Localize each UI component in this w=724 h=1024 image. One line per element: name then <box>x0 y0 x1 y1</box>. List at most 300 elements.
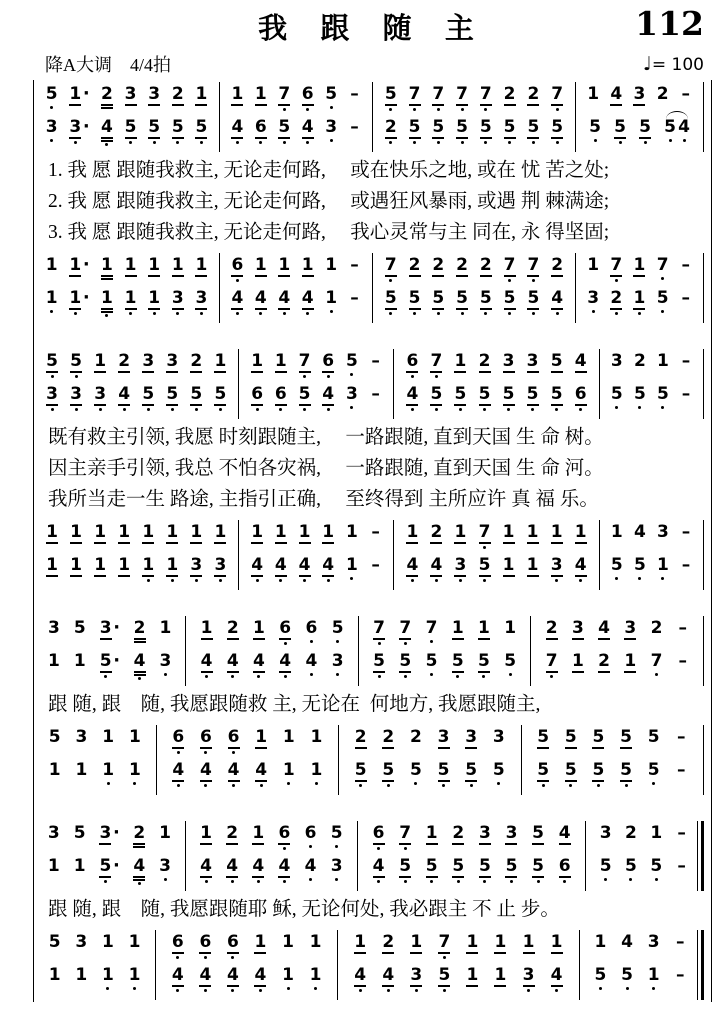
note: 5 · <box>98 856 120 887</box>
note: 5 <box>656 288 670 319</box>
note: 5 <box>124 117 138 148</box>
note: 5 <box>477 651 491 682</box>
note: 6 <box>277 823 291 854</box>
note: 1 <box>102 727 115 747</box>
measure <box>34 82 220 152</box>
note: 3 <box>345 384 359 415</box>
note: – <box>676 932 685 952</box>
note: 1 <box>478 618 490 638</box>
note: 5 <box>455 117 469 148</box>
note: 1 <box>165 555 179 586</box>
measure <box>34 520 239 590</box>
note: 5 <box>550 351 563 371</box>
note: 6 <box>321 351 335 382</box>
note: 4 <box>277 288 291 319</box>
note: 4 <box>199 856 213 887</box>
note: 4 <box>633 522 646 542</box>
upper-voice-line <box>374 255 574 288</box>
note: 5 <box>550 384 564 415</box>
note: 2 <box>190 351 203 371</box>
note: 5 <box>324 84 338 115</box>
note: 7 <box>656 255 670 286</box>
note: 1 <box>647 965 661 996</box>
augmentation-dot: · <box>113 855 120 876</box>
note: 5 <box>45 351 59 382</box>
note: 7 <box>277 84 291 115</box>
note: 1 <box>148 255 161 275</box>
note: 1 <box>128 760 142 791</box>
note: 1 <box>73 651 86 671</box>
upper-voice-line <box>374 84 574 117</box>
note: 5 <box>588 117 602 148</box>
note: 1 <box>101 760 115 791</box>
note: 4 <box>301 117 315 148</box>
tenor-bass-pair <box>34 520 704 590</box>
note: 2 <box>382 727 395 747</box>
lyrics-block <box>34 152 704 253</box>
note: 6 <box>226 932 240 963</box>
note: 5 <box>437 965 451 996</box>
note: 3 <box>194 288 208 319</box>
note: 4 <box>405 384 419 415</box>
note: 1 <box>345 555 359 586</box>
lower-voice-line <box>35 651 184 684</box>
note: 3 <box>571 618 584 638</box>
note: 3 <box>45 384 59 415</box>
lower-voice-line <box>35 856 184 889</box>
note: 5 <box>165 384 179 415</box>
note: 5 <box>503 117 517 148</box>
lyrics-line: 我所当走一生 路途, 主指引正确, 至终得到 主所应许 真 福 乐。 <box>48 489 599 510</box>
note: 1 <box>310 727 323 747</box>
note: 5 <box>437 760 451 791</box>
note: 5 <box>455 288 469 319</box>
note: 4 <box>321 384 335 415</box>
measure <box>34 616 186 686</box>
tempo-value: = 100 <box>651 55 704 75</box>
lower-voice-line <box>35 555 237 588</box>
note: 6 <box>274 384 288 415</box>
hymn-title: 我 跟 随 主 <box>258 13 487 45</box>
note: 3 <box>586 288 600 319</box>
note: 2 <box>625 823 637 843</box>
note: 1 <box>47 651 60 671</box>
note: 1 <box>124 288 138 319</box>
note: – <box>678 651 687 671</box>
upper-voice-line <box>158 727 337 760</box>
lyrics-line: 因主亲手引领, 我总 不怕各灾祸, 一路跟随, 直到天国 生 命 河。 <box>48 458 604 479</box>
note: 5 <box>451 856 465 887</box>
note: 2 <box>456 255 468 275</box>
note: 1 <box>48 965 61 985</box>
note: 1 <box>309 932 322 952</box>
lower-voice-line <box>587 856 700 889</box>
lower-voice-line <box>35 965 154 998</box>
augmentation-dot: · <box>82 287 90 308</box>
note: – <box>350 84 359 104</box>
note: 1 <box>454 522 467 542</box>
note: 7 <box>526 255 540 286</box>
note: 3 <box>47 618 60 638</box>
note: 7 <box>503 255 517 286</box>
note: 5 <box>425 856 439 887</box>
lower-voice-line <box>577 117 702 150</box>
note: 5 <box>536 760 550 791</box>
note: 1 <box>610 522 623 542</box>
note: – <box>677 823 686 843</box>
upper-voice-line <box>35 618 184 651</box>
note: 5 <box>526 384 540 415</box>
note: 5 <box>48 727 61 747</box>
lower-voice-line <box>581 965 700 998</box>
note: 5 <box>478 384 492 415</box>
measure <box>34 725 157 795</box>
note: 3 <box>213 555 227 586</box>
measure <box>600 349 704 419</box>
augmentation-dot: · <box>82 83 90 104</box>
note: 5 <box>599 856 613 887</box>
lower-voice-line <box>339 965 578 998</box>
note: – <box>681 555 691 575</box>
measure <box>358 821 586 891</box>
note: – <box>371 522 380 542</box>
note: 2 <box>452 823 465 843</box>
note: 2 <box>226 823 239 843</box>
note: 5 <box>408 288 422 319</box>
note: 2 <box>408 255 421 275</box>
note: 1 · <box>69 83 90 104</box>
note: 1 <box>94 555 107 575</box>
note: 2 <box>432 255 445 275</box>
note: 1 <box>231 84 244 104</box>
note: 1 <box>100 255 114 286</box>
note: 7 <box>550 84 564 115</box>
note: 5 <box>398 651 412 682</box>
note: 1 <box>425 823 438 843</box>
upper-voice-line <box>35 727 155 760</box>
tenor-bass-pair <box>34 930 704 1000</box>
note: 1 <box>128 727 141 747</box>
note: 4 <box>133 651 147 682</box>
measure <box>394 520 599 590</box>
key-and-meter <box>45 51 171 77</box>
note: 2 <box>382 932 395 952</box>
lower-voice-line <box>395 384 597 417</box>
note: 6 <box>304 823 318 854</box>
note: 2 <box>609 288 623 319</box>
note: 1 <box>147 288 161 319</box>
note: 1 <box>466 965 479 985</box>
note: 5 <box>141 384 155 415</box>
note: 6 <box>405 351 419 382</box>
note: 5 <box>613 117 627 148</box>
note: 5 <box>619 760 633 791</box>
note: 1 <box>504 618 517 638</box>
note: 5 <box>633 384 647 415</box>
note: 1 <box>94 522 107 542</box>
note: 1 <box>75 760 88 780</box>
note: 4 <box>677 117 691 148</box>
note: 5 <box>372 651 386 682</box>
note: 3 <box>492 727 505 747</box>
augmentation-dot: · <box>113 822 120 843</box>
augmentation-dot: · <box>113 650 121 671</box>
note: 3 <box>478 823 491 843</box>
note: 3 · <box>99 822 120 843</box>
note: 5 <box>73 618 86 638</box>
note: 1 <box>94 351 107 371</box>
measure <box>220 82 373 152</box>
note: 5 <box>633 555 647 586</box>
note: 5 <box>591 760 605 791</box>
upper-voice-line <box>221 255 371 288</box>
note: 3 <box>93 384 107 415</box>
note: 3 · <box>68 117 90 148</box>
note: 2 <box>133 618 147 649</box>
note: – <box>677 760 686 780</box>
note: 3 <box>331 651 345 682</box>
note: 1 <box>324 288 338 319</box>
sub-header <box>33 50 712 80</box>
note: 6 <box>198 932 212 963</box>
note: 4 <box>298 555 312 586</box>
note: 4 <box>250 555 264 586</box>
note: 1 · <box>68 288 90 319</box>
note: 5 <box>638 117 652 148</box>
note: 4 <box>251 856 265 887</box>
note: – <box>371 555 380 575</box>
note: – <box>677 727 686 747</box>
note: 1 <box>522 932 535 952</box>
note: 5 <box>277 117 291 148</box>
note: 4 <box>277 856 291 887</box>
note: 1 <box>159 618 172 638</box>
note: – <box>350 288 359 308</box>
note: 6 <box>230 255 244 286</box>
note: 1 <box>75 965 88 985</box>
note: 5 <box>345 351 359 382</box>
note: 5 <box>503 288 517 319</box>
note: 7 <box>429 351 443 382</box>
upper-voice-line <box>523 727 702 760</box>
note: 1 <box>100 288 114 319</box>
note: 4 <box>254 288 268 319</box>
note: 7 <box>650 651 664 682</box>
note: 1 <box>195 255 208 275</box>
note: 3 <box>171 288 185 319</box>
measure <box>394 349 599 419</box>
note: 5 <box>526 117 540 148</box>
note: 4 <box>598 618 610 638</box>
note: 1 <box>274 522 287 542</box>
system-2 <box>34 349 704 590</box>
lower-voice-line <box>157 965 336 998</box>
note: 1 <box>254 932 267 952</box>
note: – <box>350 255 359 275</box>
note: 5 <box>526 288 540 319</box>
note: 5 <box>354 760 368 791</box>
lower-voice-line <box>374 117 574 150</box>
note: 5 <box>656 384 670 415</box>
note: 1 <box>252 823 265 843</box>
upper-voice-line <box>240 351 392 384</box>
note: – <box>681 288 691 308</box>
tempo-marking <box>643 53 704 75</box>
note: 1 <box>526 522 539 542</box>
note: 5 <box>381 760 395 791</box>
note: 1 <box>282 760 296 791</box>
measure <box>576 253 704 323</box>
note: 5 <box>647 760 661 791</box>
note: 6 <box>171 727 185 758</box>
note: 1 <box>159 823 171 843</box>
note: 3 <box>453 555 467 586</box>
note: 5 <box>647 727 660 747</box>
note: 5 <box>398 856 412 887</box>
note: 1 <box>494 965 507 985</box>
note: 5 <box>479 288 493 319</box>
note: 1 <box>70 522 83 542</box>
note: 6 <box>278 618 292 649</box>
note: 3 <box>189 555 203 586</box>
note: 1 <box>282 727 295 747</box>
note: 4 <box>321 555 335 586</box>
note: 4 <box>278 651 292 682</box>
note: 3 <box>437 727 450 747</box>
note: 5 <box>147 117 161 148</box>
note: 1 <box>571 651 584 671</box>
note: 1 <box>102 932 114 952</box>
note: 7 <box>398 823 412 854</box>
upper-voice-line <box>35 823 184 856</box>
score-body <box>33 80 712 1002</box>
note: – <box>681 522 691 542</box>
upper-voice-line <box>581 932 700 965</box>
note: 2 <box>384 117 398 148</box>
lower-voice-line <box>601 555 702 588</box>
lyrics-line: 2. 我 愿 跟随我救主, 无论走何路, 或遇狂风暴雨, 或遇 荆 棘满途; <box>48 191 610 212</box>
lower-voice-line <box>35 117 218 150</box>
note: 5 <box>189 384 203 415</box>
note: 5 <box>592 727 605 747</box>
note: 3 <box>624 618 637 638</box>
note: 5 <box>550 117 564 148</box>
note: 2 <box>430 522 443 542</box>
quarter-note-icon: ♩ <box>642 53 652 75</box>
note: 3 <box>502 351 515 371</box>
note: 1 <box>526 555 539 575</box>
lower-voice-line <box>523 760 702 793</box>
note: 4 <box>230 288 244 319</box>
note: 4 <box>621 932 633 952</box>
measure <box>156 930 338 1000</box>
soprano-alto-pair <box>34 82 704 152</box>
note: 5 <box>330 823 344 854</box>
upper-voice-line <box>221 84 371 117</box>
note: 3 <box>522 965 536 996</box>
measure <box>34 821 186 891</box>
lyrics-line: 跟 随, 跟 随, 我愿跟随耶 稣, 无论何处, 我必跟主 不 止 步。 <box>48 899 560 920</box>
note: – <box>678 618 687 638</box>
note: 1 <box>309 965 323 996</box>
measure <box>586 821 704 891</box>
note: 1 <box>632 288 646 319</box>
note: 5 <box>408 117 422 148</box>
note: 5 <box>69 351 83 382</box>
page-header <box>33 6 712 50</box>
measure <box>373 82 576 152</box>
note: 4 <box>381 965 395 996</box>
hymn-number: 112 <box>635 4 704 43</box>
note: 4 <box>574 351 587 371</box>
note: 5 <box>451 651 465 682</box>
note: 2 <box>527 84 540 104</box>
note: 1 <box>325 255 338 275</box>
note: 1 <box>594 932 607 952</box>
note: 4 <box>254 760 268 791</box>
note: 4 <box>372 856 386 887</box>
note: 5 <box>478 856 492 887</box>
note: 4 <box>405 555 419 586</box>
lyrics-line: 既有救主引领, 我愿 时刻跟随主, 一路跟随, 直到天国 生 命 树。 <box>48 427 604 448</box>
lower-voice-line <box>374 288 574 321</box>
note: 1 <box>451 618 464 638</box>
note: 3 <box>324 117 338 148</box>
note: 1 <box>587 84 600 104</box>
note: 2 <box>656 84 669 104</box>
note: 1 <box>502 555 515 575</box>
note: – <box>681 351 691 371</box>
note: 7 <box>431 84 445 115</box>
note: 1 <box>46 555 58 575</box>
note: 1 <box>128 932 141 952</box>
upper-voice-line <box>240 522 392 555</box>
note: 1 <box>214 522 227 542</box>
measure <box>34 930 156 1000</box>
note: 5 <box>478 555 492 586</box>
note: 1 <box>195 84 208 104</box>
note: 1 <box>254 84 267 104</box>
note: 5 <box>431 288 445 319</box>
note: 7 <box>298 351 312 382</box>
note: 2 <box>503 84 516 104</box>
note: 1 <box>587 255 600 275</box>
system-4 <box>34 821 704 1000</box>
note: 4 <box>171 760 185 791</box>
lower-voice-line <box>360 651 530 684</box>
note: 3 <box>330 856 344 887</box>
measure <box>186 821 358 891</box>
lower-voice-line <box>35 760 155 793</box>
note: 4 <box>304 856 318 887</box>
note: 4 <box>274 555 288 586</box>
note: 1 <box>494 932 507 952</box>
note: 7 <box>384 255 398 286</box>
note: 5 <box>564 760 578 791</box>
note: 5 <box>564 727 577 747</box>
note: 3 <box>75 727 88 747</box>
note: 2 <box>410 727 422 747</box>
note: 5 <box>45 84 59 115</box>
note: 3 <box>647 932 660 952</box>
upper-voice-line <box>35 522 237 555</box>
note: 4 <box>225 856 239 887</box>
measure <box>34 349 239 419</box>
note: 1 <box>190 522 203 542</box>
note: 1 <box>278 255 291 275</box>
measure <box>34 253 220 323</box>
lyrics-line: 1. 我 愿 跟随我救主, 无论走何路, 或在快乐之地, 或在 忧 苦之处; <box>48 160 610 181</box>
